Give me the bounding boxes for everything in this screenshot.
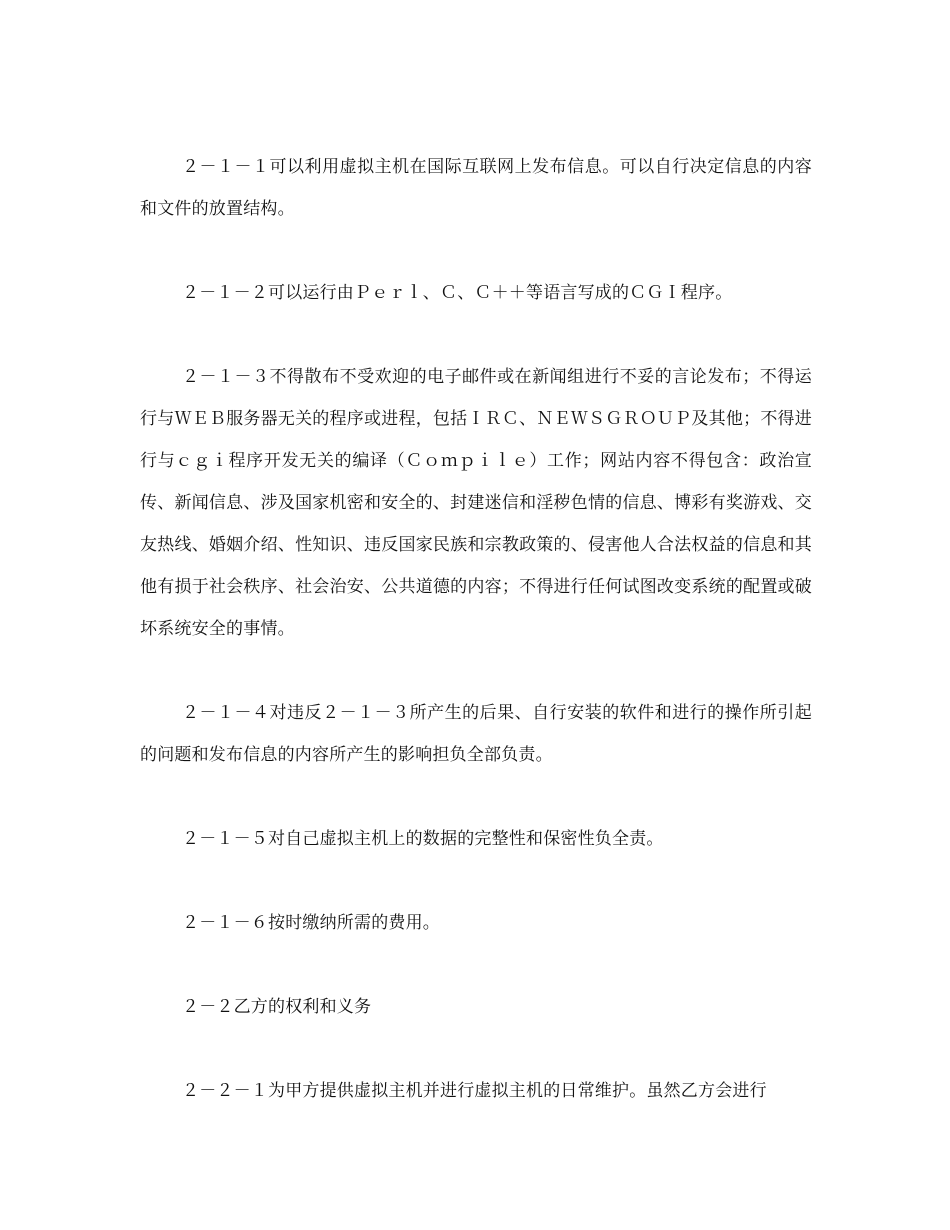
clause-2-1-2: ２－１－２可以运行由Ｐｅｒｌ、Ｃ、Ｃ＋＋等语言写成的ＣＧＩ程序。: [182, 283, 733, 303]
clause-2-1-4: ２－１－４对违反２－１－３所产生的后果、自行安装的软件和进行的操作所引起的问题和发布信息的内容所产生的影响担负全部负责。: [140, 703, 812, 765]
section-heading-2-2: ２－２乙方的权利和义务: [182, 997, 372, 1017]
clause-2-1-5: ２－１－５对自己虚拟主机上的数据的完整性和保密性负全责。: [182, 829, 664, 849]
clause-2-2-1: ２－２－１为甲方提供虚拟主机并进行虚拟主机的日常维护。虽然乙方会进行: [182, 1081, 767, 1101]
document-body: [140, 146, 812, 1112]
clause-2-1-1: ２－１－１可以利用虚拟主机在国际互联网上发布信息。可以自行决定信息的内容和文件的放置结构。: [140, 157, 812, 219]
clause-2-1-3: ２－１－３不得散布不受欢迎的电子邮件或在新闻组进行不妥的言论发布；不得运行与ＷＥＢ服务器无关的程序或进程，包括ＩＲＣ、ＮＥＷＳＧＲＯＵＰ及其他；不得进行与ｃｇｉ程序开发无关的编译（Ｃｏｍｐｉｌｅ）工作；网站内容不得包含：政治宣传、新闻信息、涉及国家机密和安全的、封建迷信和淫秽色情的信息、博彩有奖游戏、交友热线、婚姻介绍、性知识、违反国家民族和宗教政策的、侵害他人合法权益的信息和其他有损于社会秩序、社会治安、公共道德的内容；不得进行任何试图改变系统的配置或破坏系统安全的事情。: [140, 367, 812, 639]
clause-2-1-6: ２－１－６按时缴纳所需的费用。: [182, 913, 440, 933]
